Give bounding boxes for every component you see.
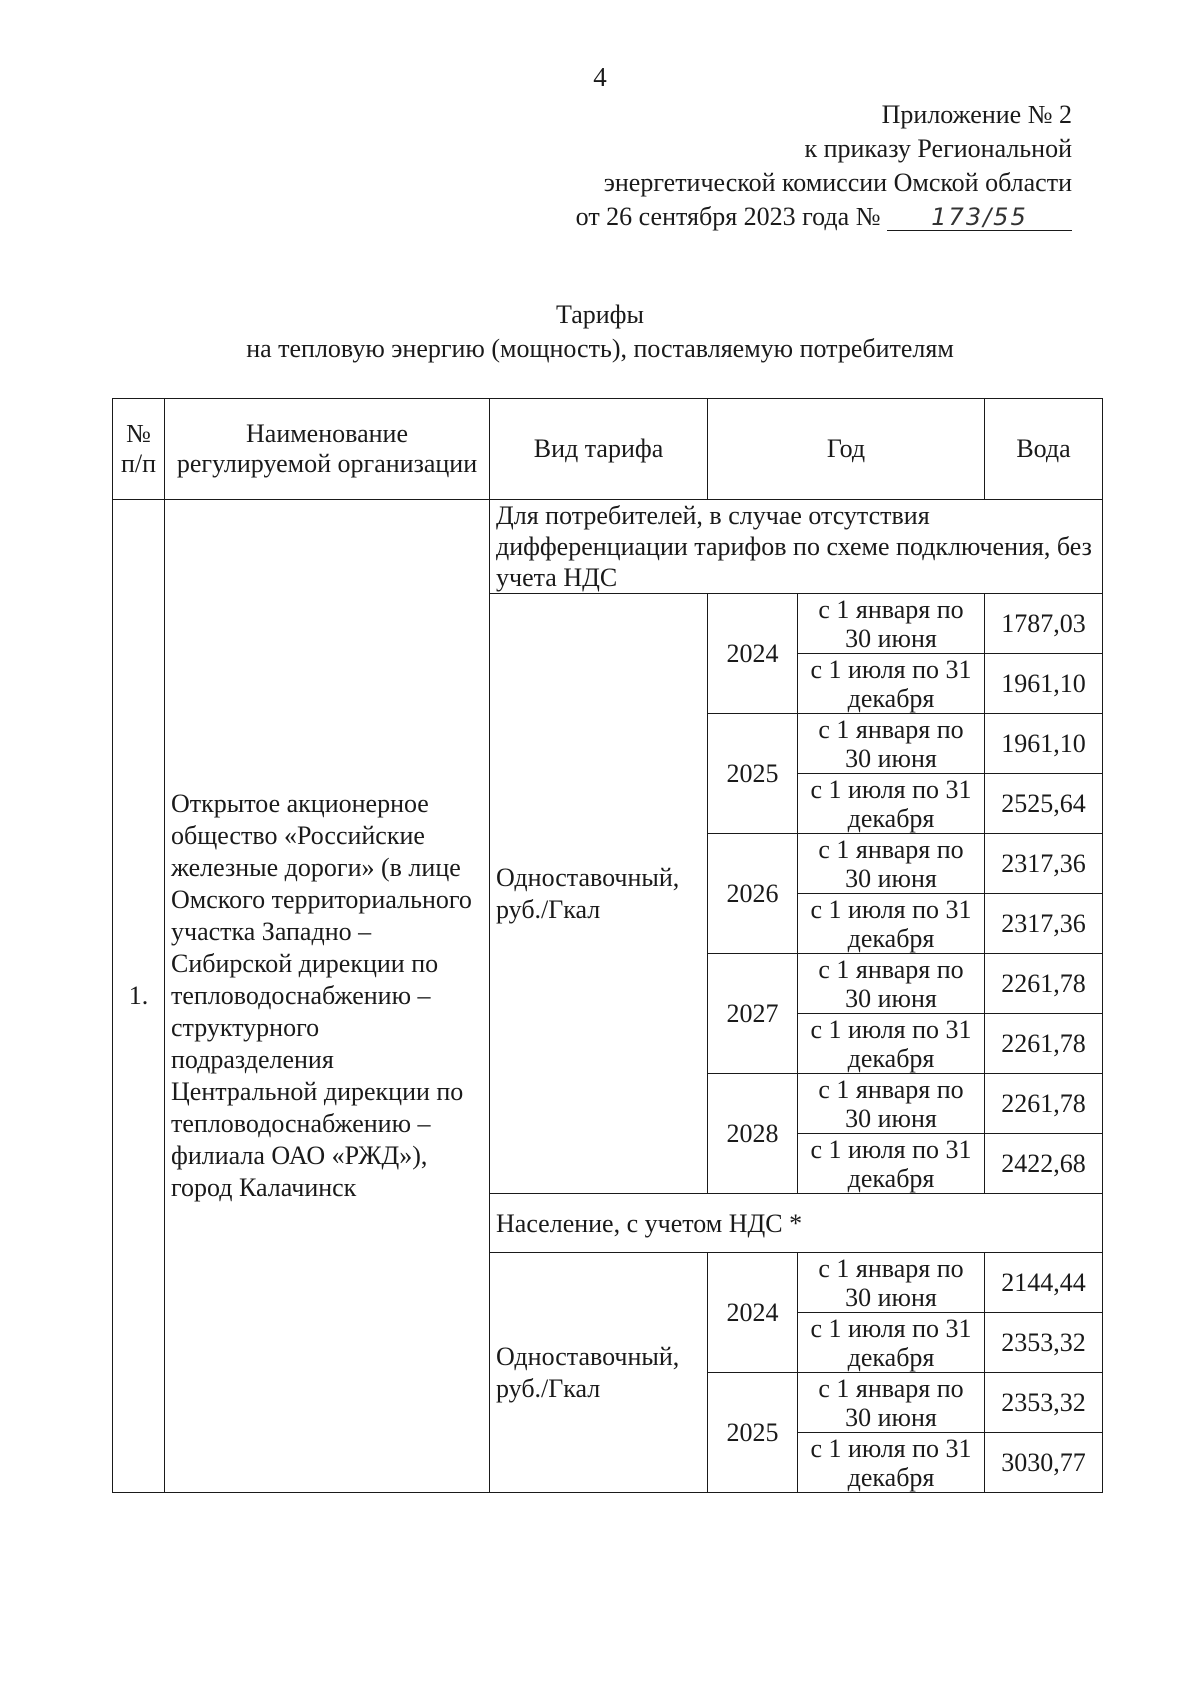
page-number: 4: [593, 62, 607, 92]
period-cell: с 1 января по 30 июня: [798, 834, 985, 894]
title-line-1: Тарифы: [555, 300, 644, 329]
value-cell: 2144,44: [985, 1253, 1103, 1313]
order-line: [576, 200, 1072, 234]
tariff-type: Одноставочный, руб./Гкал: [490, 594, 708, 1194]
value-cell: 2353,32: [985, 1313, 1103, 1373]
header-num: № п/п: [113, 399, 165, 500]
value-cell: 2261,78: [985, 1014, 1103, 1074]
period-cell: с 1 января по 30 июня: [798, 954, 985, 1014]
period-cell: с 1 июля по 31 декабря: [798, 1313, 985, 1373]
value-cell: 3030,77: [985, 1433, 1103, 1493]
year-cell: 2025: [708, 714, 798, 834]
value-cell: 1961,10: [985, 654, 1103, 714]
period-cell: с 1 января по 30 июня: [798, 714, 985, 774]
header-org: Наименование регулируемой организации: [165, 399, 490, 500]
appendix-line-2: к приказу Региональной: [804, 134, 1072, 163]
value-cell: 2261,78: [985, 1074, 1103, 1134]
value-cell: 2317,36: [985, 834, 1103, 894]
value-cell: 2317,36: [985, 894, 1103, 954]
title-line-2: на тепловую энергию (мощность), поставляемую потребителям: [246, 334, 954, 363]
period-cell: с 1 января по 30 июня: [798, 1074, 985, 1134]
section-label: Для потребителей, в случае отсутствия дифференциации тарифов по схеме подключения, без учета НДС: [490, 500, 1103, 594]
tariff-type: Одноставочный, руб./Гкал: [490, 1253, 708, 1493]
year-cell: 2026: [708, 834, 798, 954]
year-cell: 2025: [708, 1373, 798, 1493]
header-water: Вода: [985, 399, 1103, 500]
value-cell: 2353,32: [985, 1373, 1103, 1433]
header-year: Год: [708, 399, 985, 500]
value-cell: 1961,10: [985, 714, 1103, 774]
header-tariff-type: Вид тарифа: [490, 399, 708, 500]
period-cell: с 1 января по 30 июня: [798, 594, 985, 654]
period-cell: с 1 июля по 31 декабря: [798, 1134, 985, 1194]
document-title: [0, 298, 1200, 366]
table-header-row: [113, 399, 1103, 500]
year-cell: 2024: [708, 594, 798, 714]
period-cell: с 1 июля по 31 декабря: [798, 1014, 985, 1074]
appendix-line-1: Приложение № 2: [881, 100, 1072, 129]
section-label: Население, с учетом НДС *: [490, 1194, 1103, 1253]
period-cell: с 1 июля по 31 декабря: [798, 654, 985, 714]
appendix-header: [576, 98, 1072, 234]
tariffs-table: [112, 398, 1103, 1493]
year-cell: 2027: [708, 954, 798, 1074]
year-cell: 2028: [708, 1074, 798, 1194]
period-cell: с 1 июля по 31 декабря: [798, 774, 985, 834]
period-cell: с 1 июля по 31 декабря: [798, 1433, 985, 1493]
value-cell: 2422,68: [985, 1134, 1103, 1194]
value-cell: 2261,78: [985, 954, 1103, 1014]
row-number: 1.: [113, 500, 165, 1493]
period-cell: с 1 июля по 31 декабря: [798, 894, 985, 954]
period-cell: с 1 января по 30 июня: [798, 1253, 985, 1313]
period-cell: с 1 января по 30 июня: [798, 1373, 985, 1433]
value-cell: 2525,64: [985, 774, 1103, 834]
value-cell: 1787,03: [985, 594, 1103, 654]
table-row: [113, 500, 1103, 594]
appendix-line-3: энергетической комиссии Омской области: [603, 168, 1072, 197]
year-cell: 2024: [708, 1253, 798, 1373]
organization-name: Открытое акционерное общество «Российские железные дороги» (в лице Омского территориального участка Западно – Сибирской дирекции по тепловодоснабжению – структурного подразделения Центральной дирекции по тепловодоснабжению – филиала ОАО «РЖД»), город Калачинск: [165, 500, 490, 1493]
order-date: от 26 сентября 2023 года №: [575, 202, 881, 231]
order-number-handwritten: 173/55: [887, 204, 1072, 231]
